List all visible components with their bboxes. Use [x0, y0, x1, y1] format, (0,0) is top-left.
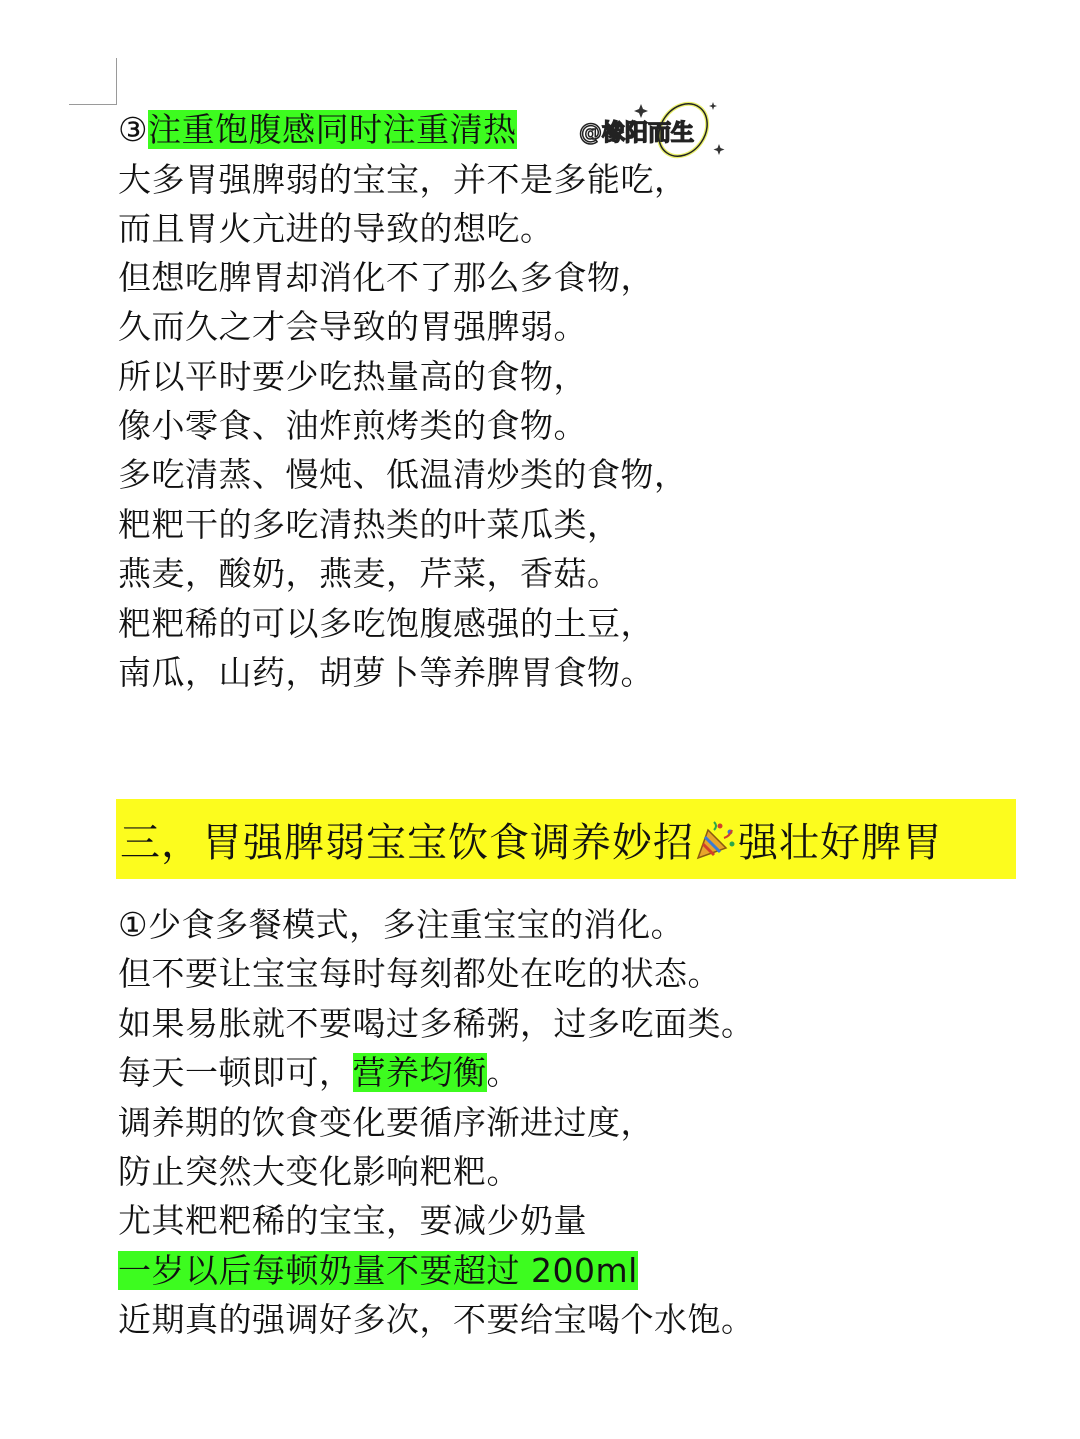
milk-limit-highlight: 一岁以后每顿奶量不要超过 200ml: [118, 1251, 638, 1290]
block2-line: 如果易胀就不要喝过多稀粥，过多吃面类。: [118, 1004, 755, 1043]
block1-line: 多吃清蒸、慢炖、低温清炒类的食物，: [118, 455, 688, 494]
crop-mark-horizontal: [69, 104, 117, 105]
watermark-text: @橡阳而生: [579, 119, 694, 146]
block1-line: 粑粑稀的可以多吃饱腹感强的土豆，: [118, 604, 654, 643]
block2-line-8: [118, 1251, 638, 1291]
block1-line: 但想吃脾胃却消化不了那么多食物，: [118, 258, 654, 297]
party-popper-icon: [694, 818, 738, 862]
line4-prefix: 每天一顿即可，: [118, 1053, 353, 1092]
block2-line: 防止突然大变化影响粑粑。: [118, 1152, 520, 1191]
block1-line: 像小零食、油炸煎烤类的食物。: [118, 406, 587, 445]
block2-line: 调养期的饮食变化要循序渐进过度，: [118, 1103, 654, 1142]
crop-mark-vertical: [116, 58, 117, 105]
section-title-part1: 三，胃强脾弱宝宝饮食调养妙招: [120, 820, 694, 866]
block1-line: 所以平时要少吃热量高的食物，: [118, 357, 587, 396]
block1-line: 大多胃强脾弱的宝宝，并不是多能吃，: [118, 160, 688, 199]
block1-line: 南瓜，山药，胡萝卜等养脾胃食物。: [118, 653, 654, 692]
block1-line: 燕麦，酸奶，燕麦，芹菜，香菇。: [118, 554, 621, 593]
block1-line: 而且胃火亢进的导致的想吃。: [118, 209, 554, 248]
block1-line: 久而久之才会导致的胃强脾弱。: [118, 307, 587, 346]
heading-highlight: 注重饱腹感同时注重清热: [148, 110, 517, 149]
block2-line: 尤其粑粑稀的宝宝，要减少奶量: [118, 1201, 587, 1240]
block2-line: 但不要让宝宝每时每刻都处在吃的状态。: [118, 954, 721, 993]
heading-number: ③: [118, 110, 149, 149]
block2-line-4: [118, 1053, 520, 1093]
watermark: [579, 110, 694, 150]
block1-line: 粑粑干的多吃清热类的叶菜瓜类，: [118, 505, 621, 544]
block2-line: ①少食多餐模式，多注重宝宝的消化。: [118, 905, 685, 944]
section-title-part2: 强壮好脾胃: [738, 820, 943, 866]
block1-heading: [118, 110, 517, 150]
line4-suffix: 。: [486, 1053, 520, 1092]
nutrition-highlight: 营养均衡: [352, 1053, 487, 1092]
block2-line: 近期真的强调好多次，不要给宝喝个水饱。: [118, 1300, 755, 1339]
section-title: [120, 818, 943, 867]
